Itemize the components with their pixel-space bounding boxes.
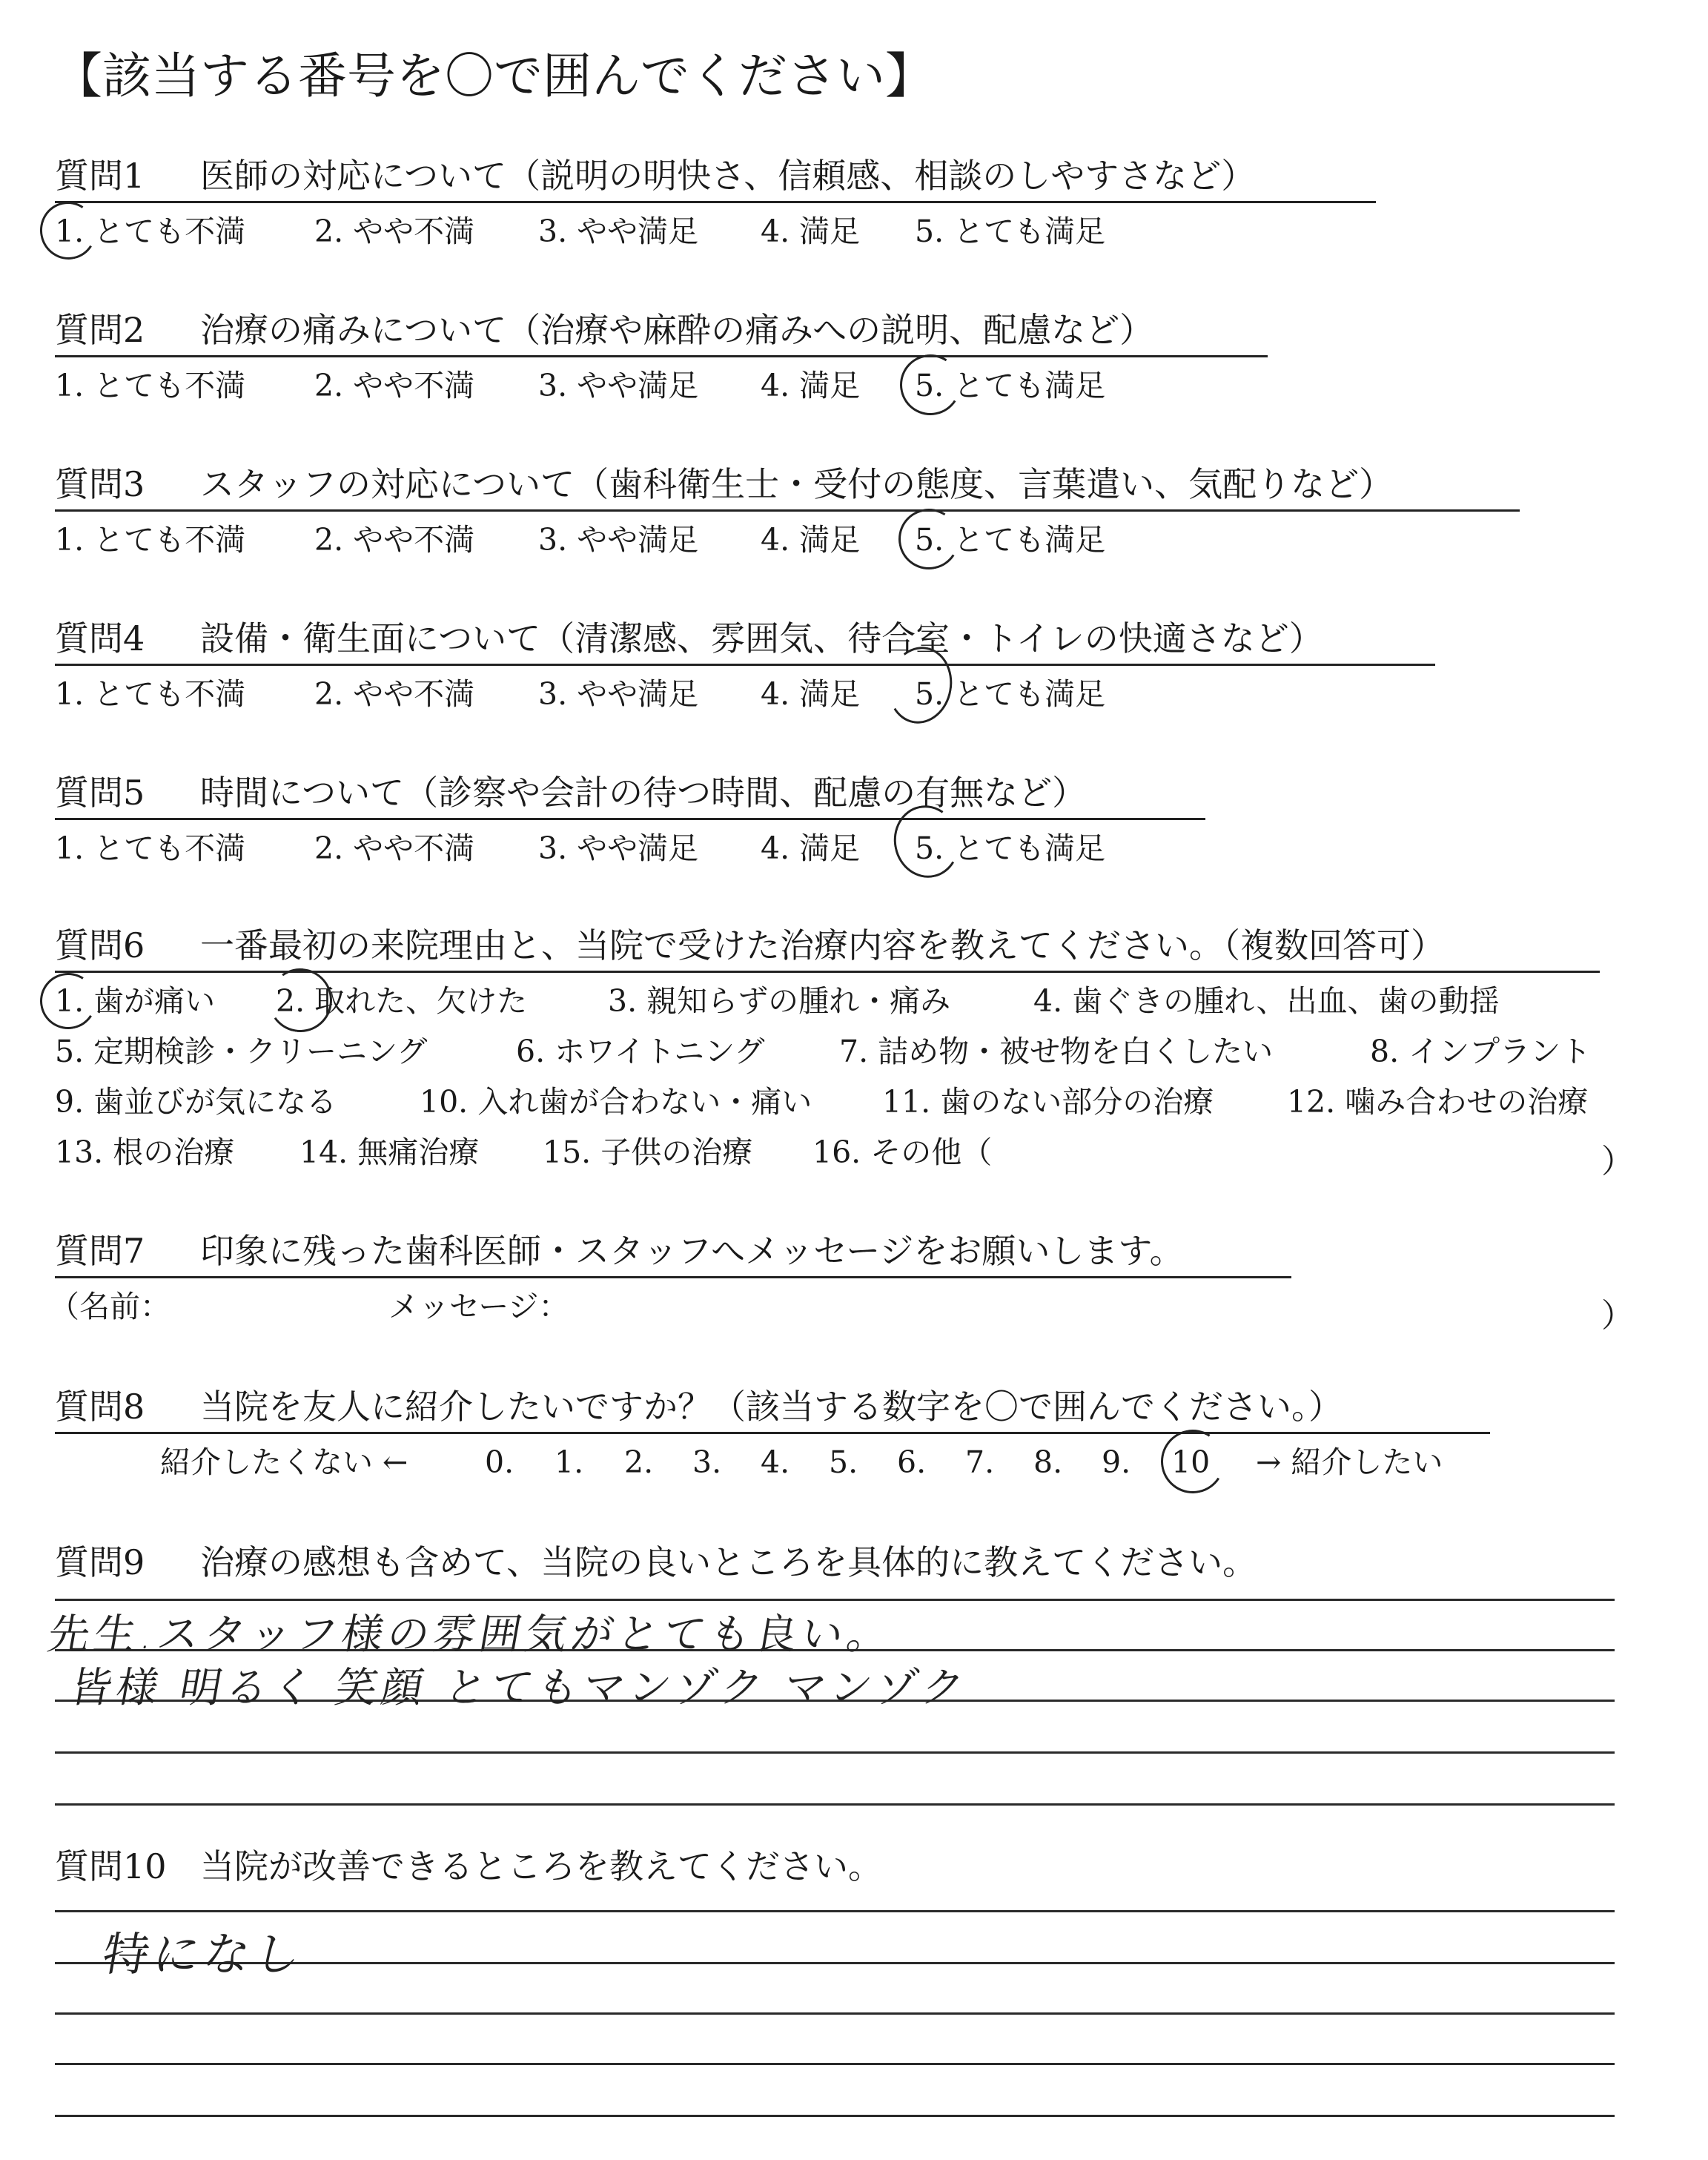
option-somewhat-dissatisfied[interactable]: 2. やや不満 (314, 368, 475, 403)
question-number: 質問1 (55, 156, 145, 196)
option-somewhat-dissatisfied[interactable]: 2. やや不満 (314, 830, 475, 866)
question-underline (55, 1432, 1490, 1434)
answer-line (55, 2063, 1615, 2065)
option-very-satisfied[interactable]: 5. とても満足 (915, 368, 1106, 403)
recommend-score-3[interactable]: 3. (692, 1444, 722, 1480)
question-5 (55, 773, 1087, 813)
question-4 (55, 618, 1323, 658)
question-3 (55, 464, 1394, 504)
recommend-score-7[interactable]: 7. (965, 1444, 995, 1480)
option-somewhat-satisfied[interactable]: 3. やや満足 (538, 368, 699, 403)
reason-bite[interactable]: 12. 噛み合わせの治療 (1287, 1084, 1589, 1120)
question-text: 治療の痛みについて（治療や麻酔の痛みへの説明、配慮など） (200, 310, 1154, 350)
recommend-score-10[interactable]: 10 (1171, 1444, 1211, 1480)
question-underline (55, 1276, 1291, 1278)
question-text: 治療の感想も含めて、当院の良いところを具体的に教えてください。 (200, 1542, 1257, 1582)
question-underline (55, 818, 1205, 820)
answer-circle-mark (35, 968, 102, 1034)
question-number: 質問4 (55, 618, 145, 658)
reason-other[interactable]: 16. その他（ (812, 1135, 993, 1170)
question-text: 印象に残った歯科医師・スタッフへメッセージをお願いします。 (200, 1231, 1184, 1271)
question-underline (55, 509, 1520, 512)
option-very-satisfied[interactable]: 5. とても満足 (915, 522, 1106, 558)
answer-line (55, 2115, 1615, 2117)
option-somewhat-dissatisfied[interactable]: 2. やや不満 (314, 522, 475, 558)
recommend-score-9[interactable]: 9. (1102, 1444, 1131, 1480)
recommend-score-5[interactable]: 5. (829, 1444, 858, 1480)
reason-gum-problems[interactable]: 4. 歯ぐきの腫れ、出血、歯の動揺 (1033, 983, 1500, 1019)
answer-line (55, 1751, 1615, 1754)
reason-children[interactable]: 15. 子供の治療 (543, 1135, 753, 1170)
option-very-satisfied[interactable]: 5. とても満足 (915, 676, 1106, 712)
reason-white-fillings[interactable]: 7. 詰め物・被せ物を白くしたい (839, 1034, 1274, 1069)
answer-circle-mark (893, 503, 964, 575)
question-7 (55, 1231, 1184, 1271)
option-satisfied[interactable]: 4. 満足 (761, 676, 861, 712)
question-text: 時間について（診察や会計の待つ時間、配慮の有無など） (200, 773, 1087, 813)
question-number: 質問9 (55, 1542, 145, 1582)
question-number: 質問7 (55, 1231, 145, 1271)
question-number: 質問10 (55, 1846, 167, 1886)
option-satisfied[interactable]: 4. 満足 (761, 214, 861, 249)
recommend-score-6[interactable]: 6. (897, 1444, 927, 1480)
recommend-unwilling-label: 紹介したくない ← (160, 1444, 408, 1480)
reason-wisdom-tooth[interactable]: 3. 親知らずの腫れ・痛み (608, 983, 951, 1019)
option-somewhat-dissatisfied[interactable]: 2. やや不満 (314, 676, 475, 712)
answer-line (55, 1803, 1615, 1806)
recommend-score-8[interactable]: 8. (1033, 1444, 1063, 1480)
reason-broken-chipped[interactable]: 2. 取れた、欠けた (276, 983, 528, 1019)
recommend-score-0[interactable]: 0. (485, 1444, 514, 1480)
answer-circle-mark (1155, 1424, 1231, 1499)
question-underline (55, 355, 1268, 357)
question-number: 質問3 (55, 464, 145, 504)
message-label: メッセージ： (388, 1289, 569, 1324)
question-underline (55, 201, 1376, 203)
option-very-dissatisfied[interactable]: 1. とても不満 (55, 522, 246, 558)
option-satisfied[interactable]: 4. 満足 (761, 830, 861, 866)
answer-line (55, 2012, 1615, 2015)
option-satisfied[interactable]: 4. 満足 (761, 522, 861, 558)
question-number: 質問2 (55, 310, 145, 350)
option-very-dissatisfied[interactable]: 1. とても不満 (55, 368, 246, 403)
question-6 (55, 925, 1445, 965)
question-text: スタッフの対応について（歯科衛生士・受付の態度、言葉遣い、気配りなど） (200, 464, 1394, 504)
question-number: 質問6 (55, 925, 145, 965)
answer-circle-mark (263, 963, 337, 1037)
recommend-willing-label: → 紹介したい (1256, 1444, 1443, 1480)
question-text: 当院を友人に紹介したいですか？（該当する数字を〇で囲んでください。） (200, 1387, 1343, 1427)
reason-root-canal[interactable]: 13. 根の治療 (55, 1135, 235, 1170)
name-label: （名前： (49, 1289, 171, 1324)
handwritten-answer-line: 皆様 明るく 笑顔 とてもマンゾク マンゾク (66, 1664, 973, 1712)
question-text: 医師の対応について（説明の明快さ、信頼感、相談のしやすさなど） (200, 156, 1256, 196)
option-very-dissatisfied[interactable]: 1. とても不満 (55, 830, 246, 866)
question-text: 当院が改善できるところを教えてください。 (200, 1846, 882, 1886)
message-close-paren: ） (1601, 1297, 1634, 1335)
reason-missing-teeth[interactable]: 11. 歯のない部分の治療 (882, 1084, 1214, 1120)
question-number: 質問5 (55, 773, 145, 813)
option-very-dissatisfied[interactable]: 1. とても不満 (55, 214, 246, 249)
reason-painless[interactable]: 14. 無痛治療 (299, 1135, 480, 1170)
question-underline (55, 664, 1435, 666)
other-close-paren: ） (1601, 1143, 1634, 1180)
answer-line (55, 1599, 1615, 1601)
option-somewhat-dissatisfied[interactable]: 2. やや不満 (314, 214, 475, 249)
option-very-satisfied[interactable]: 5. とても満足 (915, 830, 1106, 866)
recommend-score-1[interactable]: 1. (555, 1444, 584, 1480)
question-text: 設備・衛生面について（清潔感、雰囲気、待合室・トイレの快適さなど） (200, 618, 1323, 658)
answer-line (55, 1910, 1615, 1912)
reason-alignment[interactable]: 9. 歯並びが気になる (55, 1084, 337, 1120)
page-title: 【該当する番号を〇で囲んでください】 (53, 47, 934, 105)
option-somewhat-satisfied[interactable]: 3. やや満足 (538, 830, 699, 866)
handwritten-answer-line: 先生.スタッフ様の雰囲気がとても良い。 (44, 1611, 898, 1659)
recommend-score-2[interactable]: 2. (624, 1444, 654, 1480)
option-somewhat-satisfied[interactable]: 3. やや満足 (538, 522, 699, 558)
reason-implant[interactable]: 8. インプラント (1370, 1034, 1592, 1069)
option-somewhat-satisfied[interactable]: 3. やや満足 (538, 214, 699, 249)
reason-toothache[interactable]: 1. 歯が痛い (55, 983, 216, 1019)
option-satisfied[interactable]: 4. 満足 (761, 368, 861, 403)
option-very-dissatisfied[interactable]: 1. とても不満 (55, 676, 246, 712)
question-number: 質問8 (55, 1387, 145, 1427)
option-somewhat-satisfied[interactable]: 3. やや満足 (538, 676, 699, 712)
reason-dentures[interactable]: 10. 入れ歯が合わない・痛い (420, 1084, 812, 1120)
answer-circle-mark (894, 349, 966, 420)
reason-checkup-cleaning[interactable]: 5. 定期検診・クリーニング (55, 1034, 428, 1069)
question-8 (55, 1387, 1343, 1427)
question-10 (55, 1846, 882, 1886)
answer-circle-mark (35, 196, 102, 265)
question-text: 一番最初の来院理由と、当院で受けた治療内容を教えてください。（複数回答可） (200, 925, 1445, 965)
handwritten-answer-line: 特になし (98, 1927, 310, 1981)
question-2 (55, 310, 1154, 350)
option-very-satisfied[interactable]: 5. とても満足 (915, 214, 1106, 249)
question-1 (55, 156, 1256, 196)
recommend-score-4[interactable]: 4. (761, 1444, 790, 1480)
reason-whitening[interactable]: 6. ホワイトニング (516, 1034, 765, 1069)
question-9 (55, 1542, 1257, 1582)
